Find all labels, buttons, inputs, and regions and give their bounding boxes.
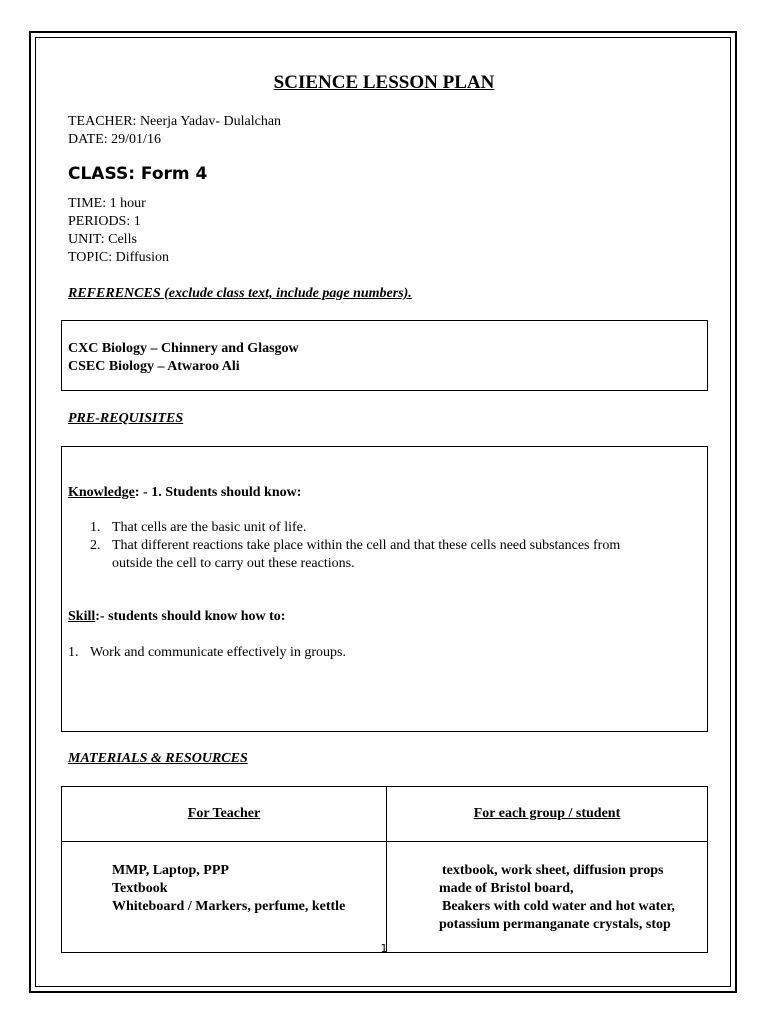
teacher-material-item: Whiteboard / Markers, perfume, kettle: [112, 899, 346, 914]
group-materials-cell: [387, 842, 708, 953]
references-box: [61, 320, 708, 391]
knowledge-item-number: 1.: [90, 520, 101, 535]
group-material-item: Beakers with cold water and hot water,: [442, 899, 675, 914]
teacher-materials-cell: [62, 842, 387, 953]
skill-line: [68, 608, 285, 626]
group-material-item: potassium permanganate crystals, stop: [439, 917, 671, 932]
date-line: DATE: 29/01/16: [68, 132, 161, 147]
group-material-item: made of Bristol board,: [439, 881, 574, 896]
knowledge-item-text: That different reactions take place within the cell and that these cells need substances from: [112, 538, 621, 553]
knowledge-item-text: outside the cell to carry out these reactions.: [112, 556, 355, 571]
reference-item: CXC Biology – Chinnery and Glasgow: [68, 341, 299, 356]
topic-line: TOPIC: Diffusion: [68, 250, 169, 265]
periods-line: PERIODS: 1: [68, 214, 141, 229]
page-title: SCIENCE LESSON PLAN: [273, 72, 495, 93]
knowledge-label: Knowledge: [68, 485, 135, 500]
skill-item-text: Work and communicate effectively in groups.: [90, 645, 346, 660]
prerequisites-box: [61, 446, 708, 732]
knowledge-item-text: That cells are the basic unit of life.: [112, 520, 307, 535]
teacher-line: TEACHER: Neerja Yadav- Dulalchan: [68, 114, 282, 129]
col-header-group: For each group / student: [473, 806, 621, 821]
teacher-material-item: Textbook: [112, 881, 168, 896]
reference-item: CSEC Biology – Atwaroo Ali: [68, 359, 240, 374]
unit-line: UNIT: Cells: [68, 232, 137, 247]
group-material-item: textbook, work sheet, diffusion props: [442, 863, 664, 878]
knowledge-line: [68, 484, 301, 502]
skill-item-number: 1.: [68, 645, 79, 660]
references-heading: REFERENCES (exclude class text, include page numbers).: [68, 286, 412, 301]
time-line: TIME: 1 hour: [68, 196, 146, 211]
table-header-cell: [387, 787, 708, 842]
teacher-material-item: MMP, Laptop, PPP: [112, 863, 229, 878]
col-header-teacher: For Teacher: [187, 806, 261, 821]
materials-table: [61, 786, 708, 953]
table-row: [62, 842, 708, 953]
table-header-cell: [62, 787, 387, 842]
materials-heading: MATERIALS & RESOURCES: [68, 751, 248, 766]
skill-label: Skill: [68, 609, 96, 624]
knowledge-item-number: 2.: [90, 538, 101, 553]
skill-text: :- students should know how to:: [95, 609, 286, 624]
prerequisites-heading: PRE-REQUISITES: [68, 411, 184, 426]
table-header-row: [62, 787, 708, 842]
knowledge-text: : - 1. Students should know:: [134, 485, 302, 500]
page-number: 1: [380, 942, 388, 955]
class-heading: CLASS: Form 4: [68, 164, 208, 184]
